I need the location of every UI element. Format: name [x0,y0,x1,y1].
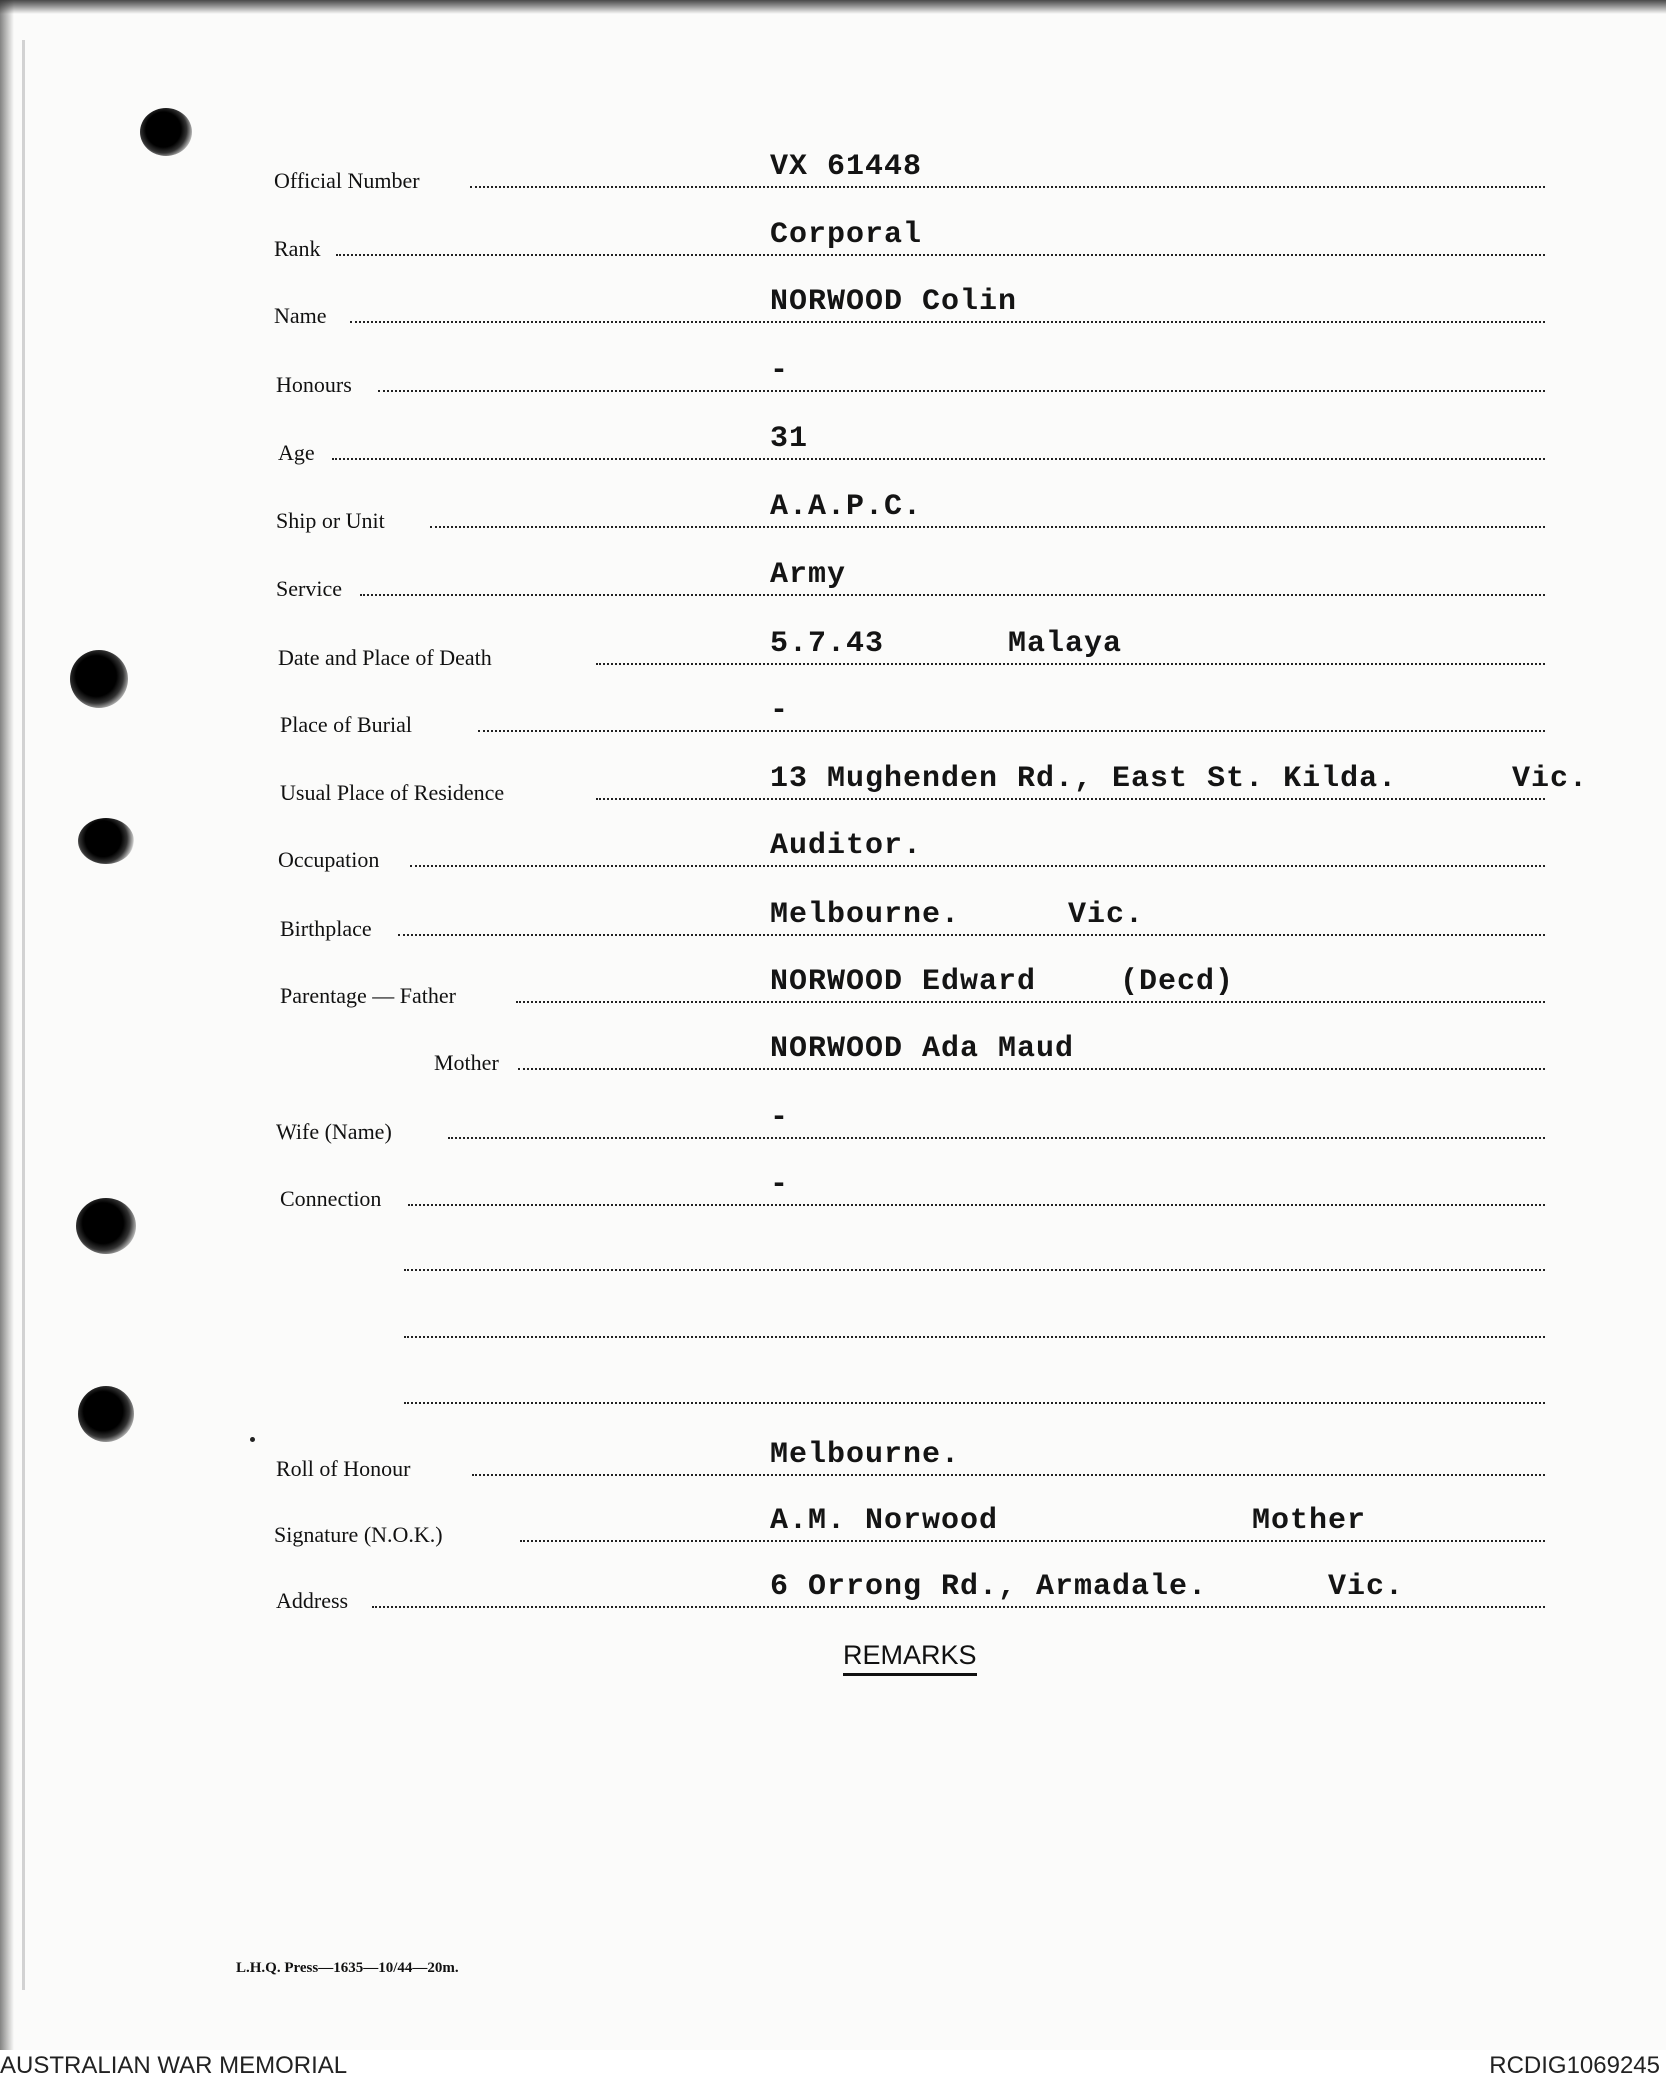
field-value-honours: - [770,354,790,388]
field-value-extra-parentage-father: (Decd) [1120,965,1235,999]
field-row-ship-or-unit [0,472,1666,532]
dotted-leader [378,390,1545,392]
field-row-rank [0,200,1666,260]
field-row-signature-nok [0,1486,1666,1546]
field-label-honours: Honours [276,372,352,397]
field-label-parentage-father: Parentage — Father [280,983,456,1008]
field-value-age: 31 [770,422,809,456]
field-value-date-place-death: 5.7.43 [770,627,885,661]
field-label-usual-residence: Usual Place of Residence [280,780,505,805]
field-value-connection: - [770,1168,790,1202]
field-value-address: 6 Orrong Rd., Armadale. [770,1570,1208,1604]
field-row-place-of-burial [0,676,1666,736]
field-row-honours [0,336,1666,396]
field-value-roll-of-honour: Melbourne. [770,1438,961,1472]
field-value-extra-usual-residence: Vic. [1512,762,1589,796]
field-label-signature-nok: Signature (N.O.K.) [274,1522,443,1547]
field-value-rank: Corporal [770,218,923,252]
field-value-signature-nok: A.M. Norwood [770,1504,999,1538]
field-value-extra-birthplace: Vic. [1068,898,1145,932]
field-row-blank-line-1 [0,1215,1666,1275]
field-value-occupation: Auditor. [770,829,923,863]
field-label-roll-of-honour: Roll of Honour [276,1456,411,1481]
dotted-leader [596,798,1545,800]
field-value-birthplace: Melbourne. [770,898,961,932]
field-label-occupation: Occupation [278,847,380,872]
field-label-age: Age [278,440,315,465]
dotted-leader [404,1402,1545,1404]
field-value-mother: NORWOOD Ada Maud [770,1032,1075,1066]
footer-source: AUSTRALIAN WAR MEMORIAL [0,2052,348,2079]
dotted-leader [332,458,1545,460]
dotted-leader [372,1606,1545,1608]
field-value-ship-or-unit: A.A.P.C. [770,490,923,524]
field-row-official-number [0,132,1666,192]
field-row-usual-residence [0,744,1666,804]
field-row-birthplace [0,880,1666,940]
field-value-name: NORWOOD Colin [770,285,1018,319]
field-value-parentage-father: NORWOOD Edward [770,965,1037,999]
field-value-service: Army [770,558,847,592]
footer-id: RCDIG1069245 [1489,2052,1660,2079]
dotted-leader [448,1137,1545,1139]
field-row-age [0,404,1666,464]
field-row-roll-of-honour [0,1420,1666,1480]
field-row-service [0,540,1666,600]
field-row-connection [0,1150,1666,1210]
field-value-usual-residence: 13 Mughenden Rd., East St. Kilda. [770,762,1398,796]
field-label-date-place-death: Date and Place of Death [278,645,492,670]
dotted-leader [596,663,1545,665]
field-label-official-number: Official Number [274,168,420,193]
dotted-leader [404,1269,1545,1271]
field-row-wife-name [0,1083,1666,1143]
field-label-wife-name: Wife (Name) [276,1119,392,1144]
footer-bar [0,2050,1666,2082]
dotted-leader [408,1204,1545,1206]
dotted-leader [336,254,1545,256]
field-value-extra-signature-nok: Mother [1252,1504,1367,1538]
field-value-place-of-burial: - [770,694,790,728]
field-label-mother: Mother [434,1050,499,1075]
field-label-place-of-burial: Place of Burial [280,712,412,737]
field-row-blank-line-2 [0,1282,1666,1342]
remarks-heading: REMARKS [843,1642,977,1676]
field-row-mother [0,1014,1666,1074]
field-value-extra-address: Vic. [1328,1570,1405,1604]
dotted-leader [410,865,1545,867]
field-row-name [0,267,1666,327]
scan-top-edge [0,0,1666,14]
field-value-official-number: VX 61448 [770,150,923,184]
field-row-parentage-father [0,947,1666,1007]
dotted-leader [518,1068,1545,1070]
dotted-leader [398,934,1545,936]
dotted-leader [350,321,1545,323]
field-label-address: Address [276,1588,349,1613]
field-label-connection: Connection [280,1186,382,1211]
field-row-date-place-death [0,609,1666,669]
field-label-ship-or-unit: Ship or Unit [276,508,385,533]
field-row-blank-line-3 [0,1348,1666,1408]
field-row-address [0,1552,1666,1612]
dotted-leader [472,1474,1545,1476]
field-label-service: Service [276,576,342,601]
dotted-leader [478,730,1545,732]
field-row-occupation [0,811,1666,871]
dotted-leader [430,526,1545,528]
dotted-leader [360,594,1545,596]
field-label-birthplace: Birthplace [280,916,372,941]
field-label-name: Name [274,303,327,328]
dotted-leader [470,186,1545,188]
field-value-extra-date-place-death: Malaya [1008,627,1123,661]
dotted-leader [520,1540,1545,1542]
press-mark: L.H.Q. Press—1635—10/44—20m. [236,1960,459,1976]
dotted-leader [404,1336,1545,1338]
dotted-leader [516,1001,1545,1003]
field-value-wife-name: - [770,1101,790,1135]
field-label-rank: Rank [274,236,321,261]
